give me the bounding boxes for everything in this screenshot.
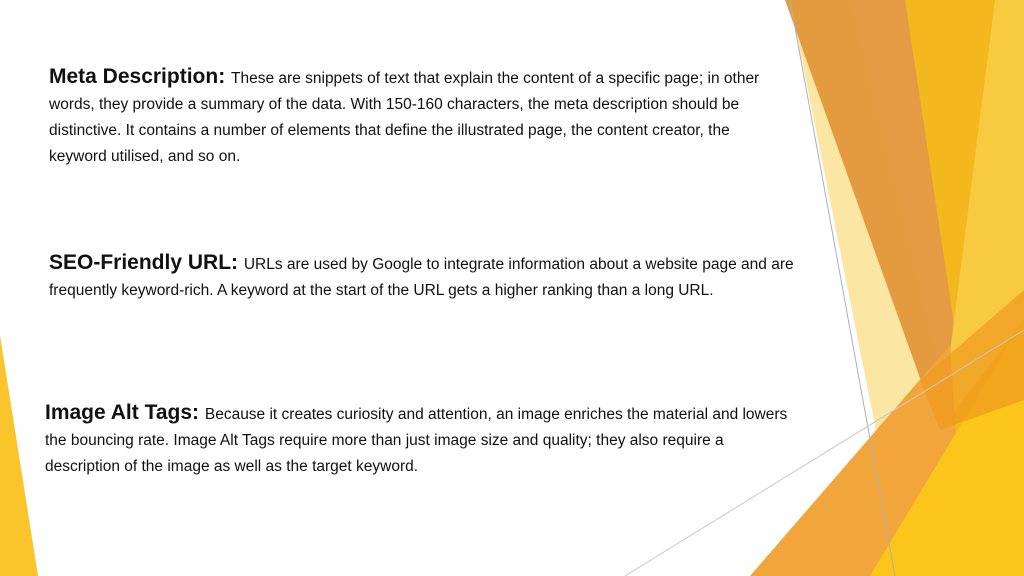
image-alt-tags-body: Because it creates curiosity and attention, an image enriches the material and lowers the bouncing rate. Image Alt Tags require more than just image size and quality; they also require a description of the image as well as the target keyword. — [45, 406, 788, 475]
seo-friendly-url-heading: SEO-Friendly URL: — [49, 251, 244, 274]
image-alt-tags-heading: Image Alt Tags: — [45, 401, 205, 424]
meta-description-body: These are snippets of text that explain the content of a specific page; in other words, they provide a summary of the data. With 150-160 characters, the meta description should be distinctive. It contains a number of elements that define the illustrated page, the content creator, the keyword utilised, and so on. — [49, 70, 760, 165]
meta-description-paragraph — [49, 64, 789, 170]
meta-description-heading: Meta Description: — [49, 65, 232, 88]
seo-friendly-url-paragraph — [49, 250, 809, 304]
image-alt-tags-paragraph — [45, 400, 795, 480]
seo-friendly-url-body: URLs are used by Google to integrate information about a website page and are frequently keyword-rich. A keyword at the start of the URL gets a higher ranking than a long URL. — [49, 256, 794, 299]
